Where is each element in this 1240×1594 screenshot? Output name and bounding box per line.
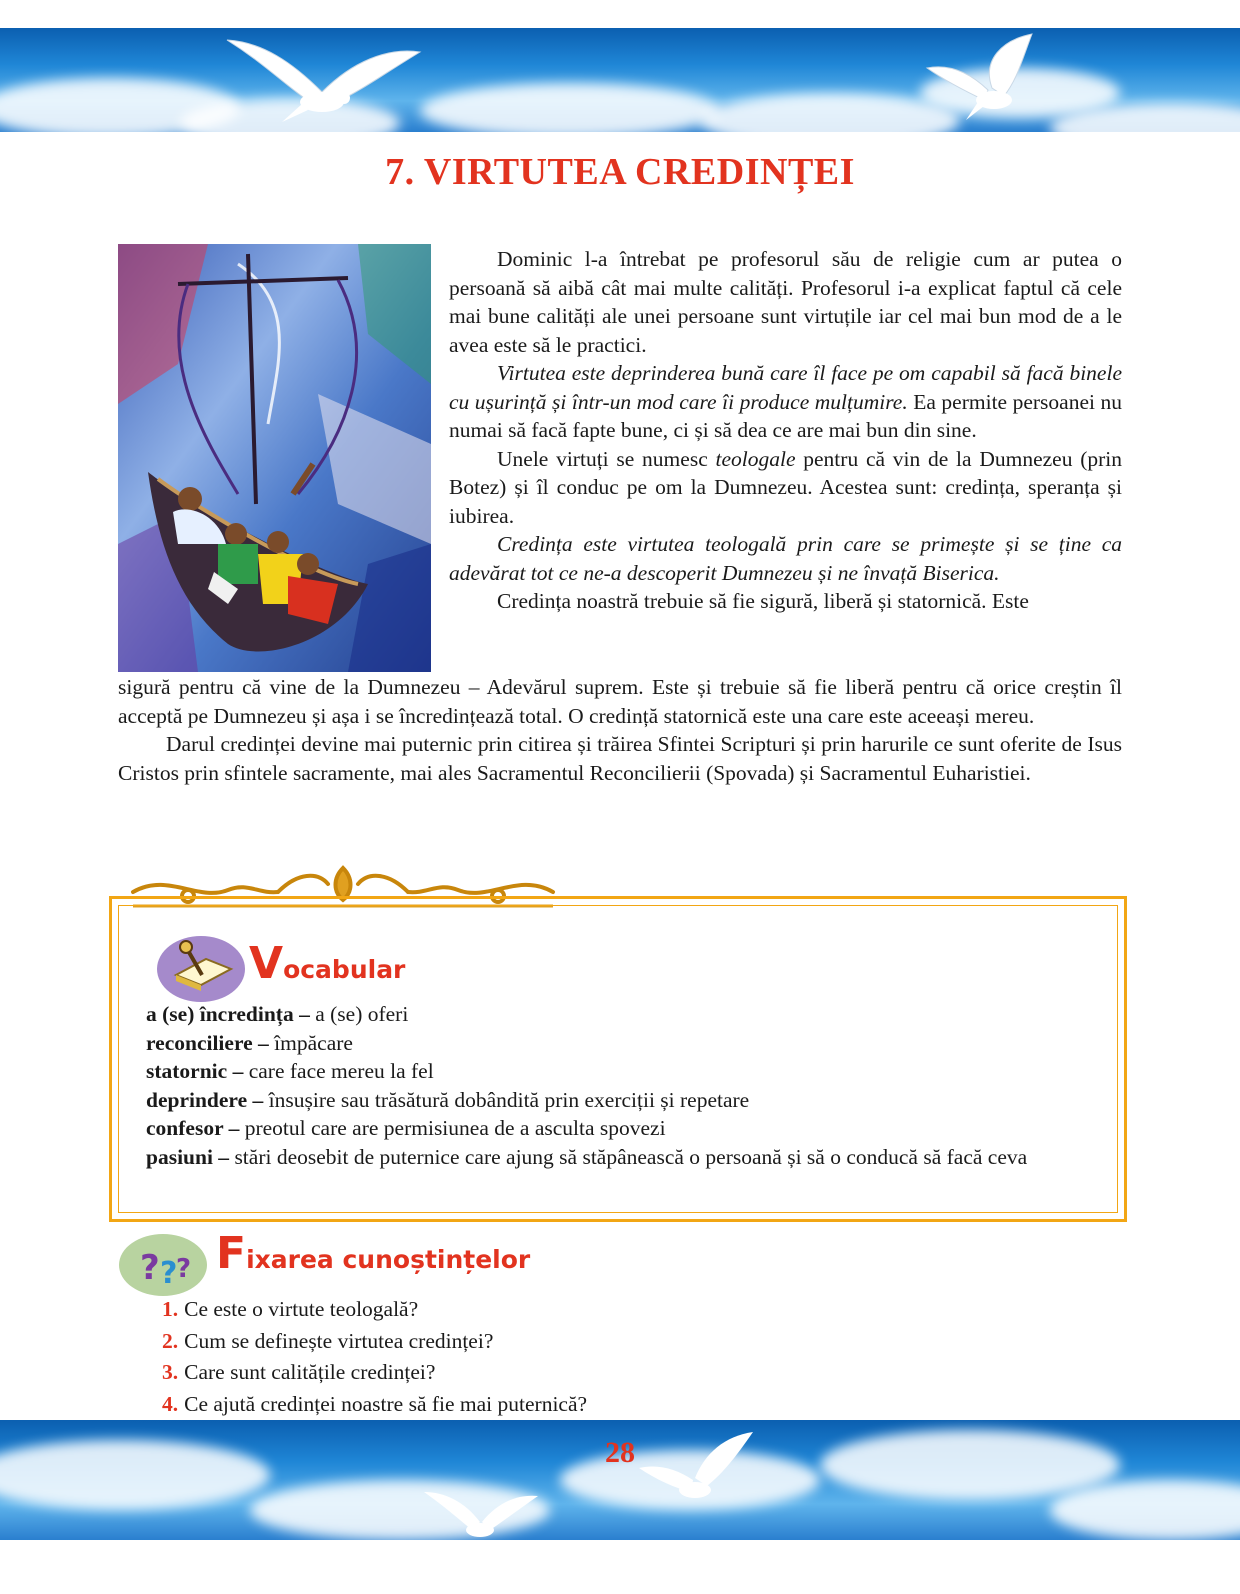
vocabulary-definition: stări deosebit de puternice care ajung să stăpânească o persoană și să o conducă să facă ceva — [229, 1144, 1028, 1169]
fixare-title-rest: ixarea cunoștințelor — [246, 1245, 531, 1274]
fixare-title-initial: F — [216, 1228, 247, 1279]
page-number: 28 — [605, 1436, 635, 1469]
italic-text: teologale — [715, 446, 796, 471]
text-run: Unele virtuți se numesc — [497, 446, 716, 471]
fixare-title — [216, 1228, 530, 1279]
dove-icon — [420, 1482, 540, 1540]
question-item — [162, 1357, 587, 1389]
question-text: Care sunt calitățile credinței? — [184, 1360, 436, 1384]
italic-text: Virtutea este deprinderea bună care îl face pe om capabil să facă binele cu ușurință și într-un mod care îi produce mulțumire. — [449, 361, 1122, 414]
vocabulary-item — [146, 1086, 1108, 1115]
paragraph — [118, 730, 1122, 787]
vocabulary-title-rest: ocabular — [283, 955, 406, 984]
vocabulary-definition: însușire sau trăsătură dobândită prin exerciții și repetare — [263, 1087, 750, 1112]
svg-text:?: ? — [160, 1256, 178, 1291]
question-item — [162, 1389, 587, 1421]
vocabulary-item — [146, 1029, 1108, 1058]
text-run: pentru că vin de la Dumnezeu (prin Botez) și îl conduc pe om la Dumnezeu. Acestea sunt: credința, speranța și iubirea. — [449, 446, 1122, 528]
question-number: 4. — [162, 1391, 179, 1416]
vocabulary-title-initial: V — [249, 938, 284, 989]
paragraph — [449, 445, 1122, 531]
question-item — [162, 1326, 587, 1358]
question-marks-icon — [118, 1233, 208, 1297]
questions-list — [162, 1294, 587, 1420]
question-number: 3. — [162, 1360, 179, 1384]
dove-icon — [922, 30, 1062, 126]
vocabulary-item — [146, 1143, 1108, 1172]
svg-text:?: ? — [176, 1254, 192, 1284]
text-run: Credința noastră trebuie să fie sigură, liberă și statornică. Este — [497, 589, 1029, 613]
paragraph — [118, 673, 1122, 730]
text-run: Dominic l-a întrebat pe profesorul său de religie cum ar putea o persoană să aibă cât mai multe calități. Profesorul i-a explicat faptul că cele mai bune calități ale unei persoane sunt virtuțile iar cel mai bun mod de a le avea este să le practici. — [449, 247, 1122, 357]
question-number: 1. — [162, 1297, 179, 1321]
vocabulary-term: reconciliere – — [146, 1030, 269, 1055]
boat-painting — [118, 244, 431, 672]
paragraph — [449, 359, 1122, 445]
page-title: 7. VIRTUTEA CREDINȚEI — [385, 151, 855, 193]
vocabulary-title — [249, 938, 405, 989]
vocabulary-item — [146, 1057, 1108, 1086]
dove-icon — [222, 32, 422, 128]
vocabulary-term: deprindere – — [146, 1087, 264, 1112]
book-icon — [156, 935, 246, 1003]
paragraph — [449, 530, 1122, 587]
svg-text:?: ? — [140, 1248, 160, 1288]
vocabulary-term: a (se) încredința – — [146, 1002, 310, 1026]
question-text: Ce ajută credinței noastre să fie mai puternică? — [184, 1391, 588, 1416]
vocabulary-item — [146, 1114, 1108, 1143]
text-run: sigură pentru că vine de la Dumnezeu – Adevărul suprem. Este și trebuie să fie liberă pentru că orice creștin îl acceptă pe Dumnezeu și așa i se încredințează total. O credință statornică este una care este aceeași mereu. — [118, 675, 1122, 728]
vocabulary-definition: împăcare — [268, 1030, 353, 1055]
question-text: Ce este o virtute teologală? — [184, 1297, 419, 1321]
intro-text-column — [449, 245, 1122, 616]
vocabulary-list — [146, 1000, 1108, 1171]
top-sky-banner — [0, 28, 1240, 132]
paragraph — [449, 587, 1122, 616]
vocabulary-item — [146, 1000, 1108, 1029]
vocabulary-term: confesor – — [146, 1116, 240, 1140]
question-text: Cum se definește virtutea credinței? — [184, 1328, 494, 1353]
question-number: 2. — [162, 1328, 179, 1353]
main-text — [118, 673, 1122, 787]
italic-text: Credința este virtutea teologală prin care se primește și se ține ca adevărat tot ce ne-a descoperit Dumnezeu și ne învață Biserica. — [449, 532, 1122, 585]
vocabulary-definition: care face mereu la fel — [243, 1059, 434, 1083]
vocabulary-term: pasiuni – — [146, 1144, 230, 1169]
text-run: Ea permite persoanei nu numai să facă fapte bune, ci și să dea ce are mai bun din sine. — [449, 389, 1122, 442]
vocabulary-definition: preotul care are permisiunea de a asculta spovezi — [239, 1116, 666, 1140]
vocabulary-definition: a (se) oferi — [309, 1002, 409, 1026]
question-item — [162, 1294, 587, 1326]
text-run: Darul credinței devine mai puternic prin citirea și trăirea Sfintei Scripturi și prin harurile ce sunt oferite de Isus Cristos prin sfintele sacramente, mai ales Sacramentul Reconcilierii (Spovada) și Sacramentul Euharistiei. — [118, 732, 1122, 785]
paragraph — [449, 245, 1122, 359]
vocabulary-term: statornic – — [146, 1059, 244, 1083]
